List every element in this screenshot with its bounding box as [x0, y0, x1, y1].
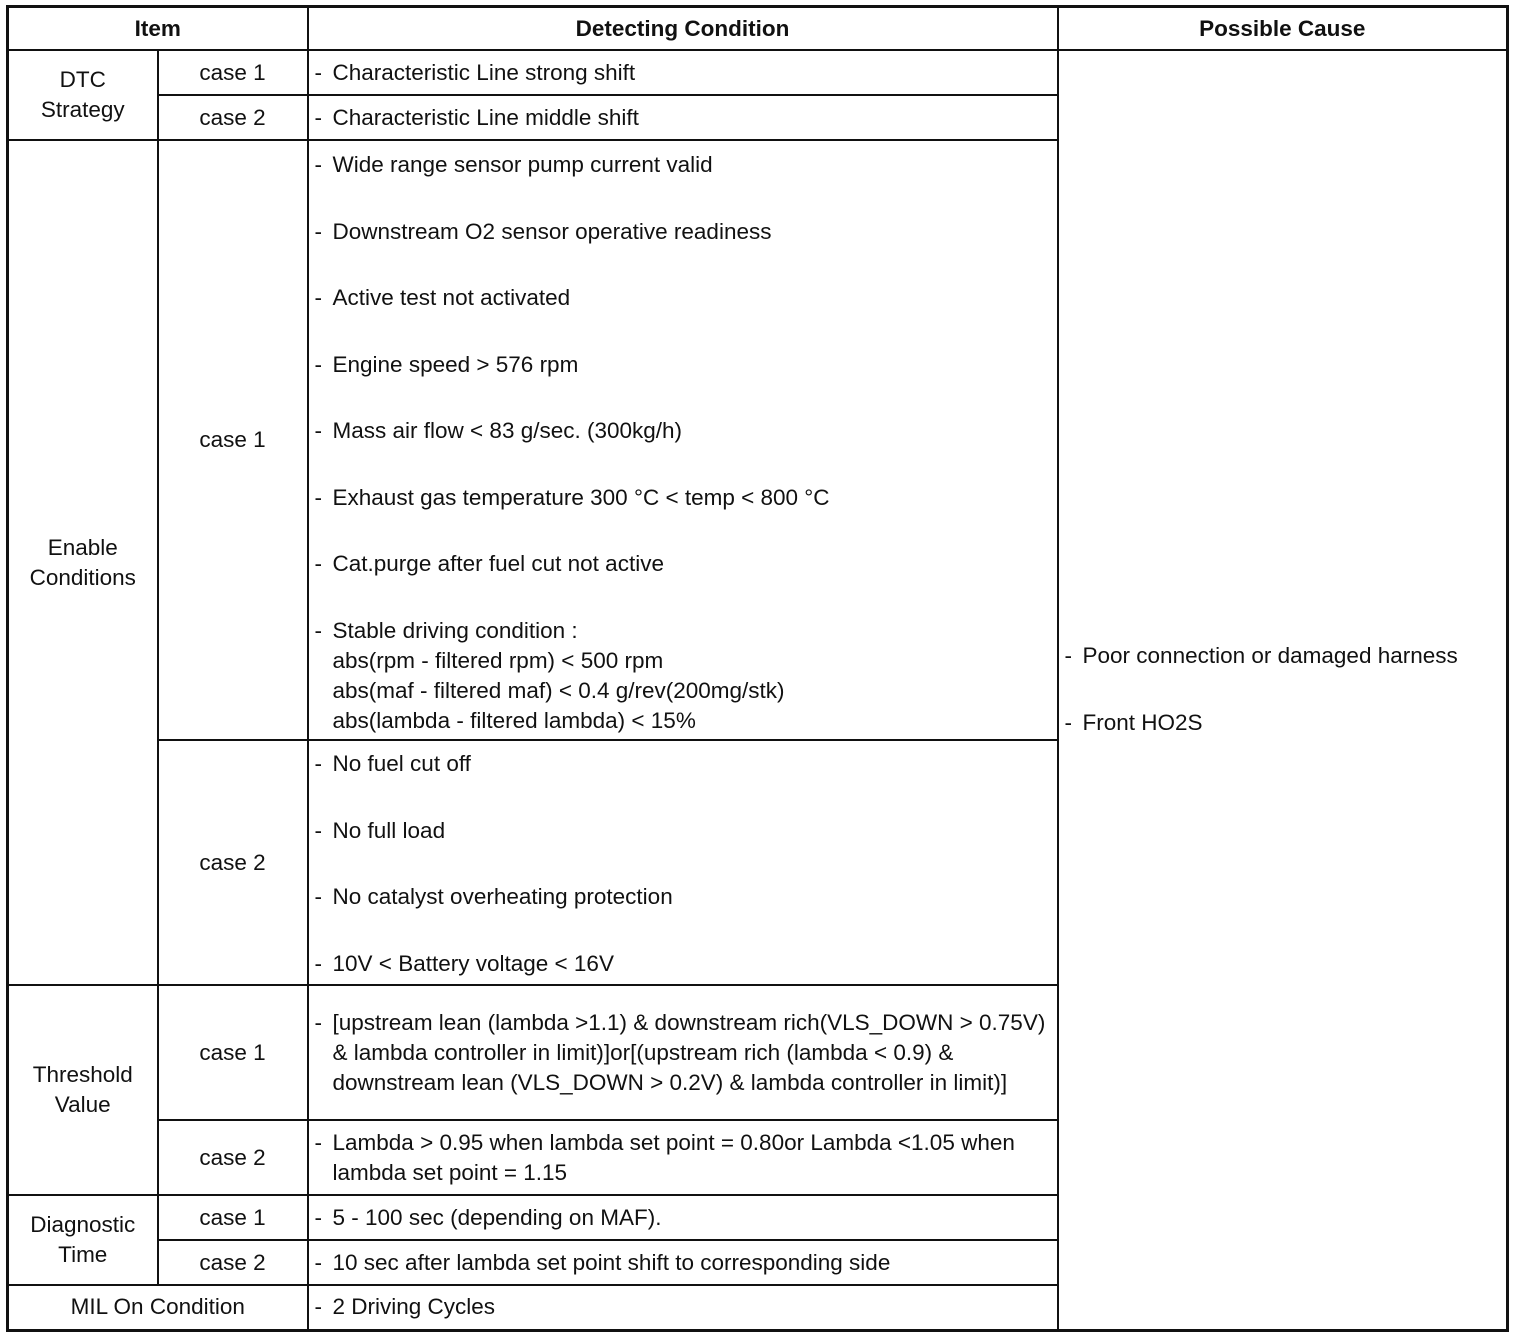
case-label: case 1 [158, 1195, 308, 1240]
condition-cell: - 5 - 100 sec (depending on MAF). [308, 1195, 1058, 1240]
condition-cell: - No fuel cut off - No full load - No catalyst overheating protection - 10V < Battery voltage < 16V [308, 740, 1058, 985]
stable-driving-condition: Stable driving condition : abs(rpm - filtered rpm) < 500 rpm abs(maf - filtered maf) < 0.4 g/rev(200mg/stk) abs(lambda - filtered lambda) < 15% [332, 617, 785, 733]
condition-text: 5 - 100 sec (depending on MAF). [332, 1204, 662, 1230]
case-label: case 1 [158, 140, 308, 740]
header-item: Item [8, 7, 308, 51]
dtc-strategy-row-case1 [8, 50, 1508, 95]
enable-conditions-label: Enable Conditions [8, 140, 158, 985]
case-label: case 2 [158, 95, 308, 140]
possible-cause-cell: - Poor connection or damaged harness - Front HO2S [1058, 50, 1508, 1330]
condition-cell: - 2 Driving Cycles [308, 1285, 1058, 1330]
condition-text: Mass air flow < 83 g/sec. (300kg/h) [332, 418, 683, 443]
case-label: case 2 [158, 1240, 308, 1285]
condition-text: Lambda > 0.95 when lambda set point = 0.80or Lambda <1.05 when lambda set point = 1.15 [332, 1129, 1015, 1185]
condition-text: 10 sec after lambda set point shift to corresponding side [332, 1249, 891, 1275]
header-row [8, 7, 1508, 51]
condition-text: No full load [332, 817, 446, 843]
condition-text: Cat.purge after fuel cut not active [332, 551, 664, 576]
condition-cell: - 10 sec after lambda set point shift to corresponding side [308, 1240, 1058, 1285]
case-label: case 1 [158, 50, 308, 95]
condition-text: Characteristic Line middle shift [332, 104, 639, 130]
condition-cell: - Characteristic Line middle shift [308, 95, 1058, 140]
condition-text: [upstream lean (lambda >1.1) & downstream rich(VLS_DOWN > 0.75V) & lambda controller in limit)]or[(upstream rich (lambda < 0.9) & downstream lean (VLS_DOWN > 0.2V) & lambda controller in limit)] [332, 1009, 1046, 1095]
condition-text: Active test not activated [332, 285, 571, 310]
condition-text: Exhaust gas temperature 300 °C < temp < 800 °C [332, 484, 830, 510]
threshold-value-label: Threshold Value [8, 985, 158, 1195]
mil-on-condition-label: MIL On Condition [8, 1285, 308, 1330]
condition-text: No catalyst overheating protection [332, 884, 673, 909]
condition-cell: - [upstream lean (lambda >1.1) & downstream rich(VLS_DOWN > 0.75V) & lambda controller in limit)]or[(upstream rich (lambda < 0.9) & downstream lean (VLS_DOWN > 0.2V) & lambda controller in limit)] [308, 985, 1058, 1120]
condition-text: Downstream O2 sensor operative readiness [332, 218, 772, 244]
condition-text: Wide range sensor pump current valid [332, 152, 713, 177]
condition-text: No fuel cut off [332, 751, 471, 776]
dtc-spec-table [6, 5, 1509, 1332]
condition-cell: - Characteristic Line strong shift [308, 50, 1058, 95]
condition-cell: - Wide range sensor pump current valid - Downstream O2 sensor operative readiness - Active test not activated - Engine speed > 576 rpm - Mass air flow < 83 g/sec. (300kg/h) - Exhaust gas temperature 300 °C < temp < 800 °C - Cat.purge after fuel cut not active - Stable driving condition : abs(rpm - filtered rpm) < 500 rpm abs(maf - filtered maf) < 0.4 g/rev(200mg/stk) abs(lambda - filtered lambda) < 15% [308, 140, 1058, 740]
cause-text: Poor connection or damaged harness [1082, 643, 1458, 669]
case-label: case 1 [158, 985, 308, 1120]
case-label: case 2 [158, 740, 308, 985]
diagnostic-time-label: Diagnostic Time [8, 1195, 158, 1285]
condition-text: Characteristic Line strong shift [332, 59, 636, 85]
case-label: case 2 [158, 1120, 308, 1195]
condition-text: 2 Driving Cycles [332, 1294, 496, 1320]
header-detecting-condition: Detecting Condition [308, 7, 1058, 51]
cause-text: Front HO2S [1082, 710, 1203, 736]
condition-text: 10V < Battery voltage < 16V [332, 950, 614, 976]
condition-text: Engine speed > 576 rpm [332, 351, 579, 377]
header-possible-cause: Possible Cause [1058, 7, 1508, 51]
dtc-strategy-label: DTC Strategy [8, 50, 158, 140]
condition-cell: - Lambda > 0.95 when lambda set point = 0.80or Lambda <1.05 when lambda set point = 1.15 [308, 1120, 1058, 1195]
